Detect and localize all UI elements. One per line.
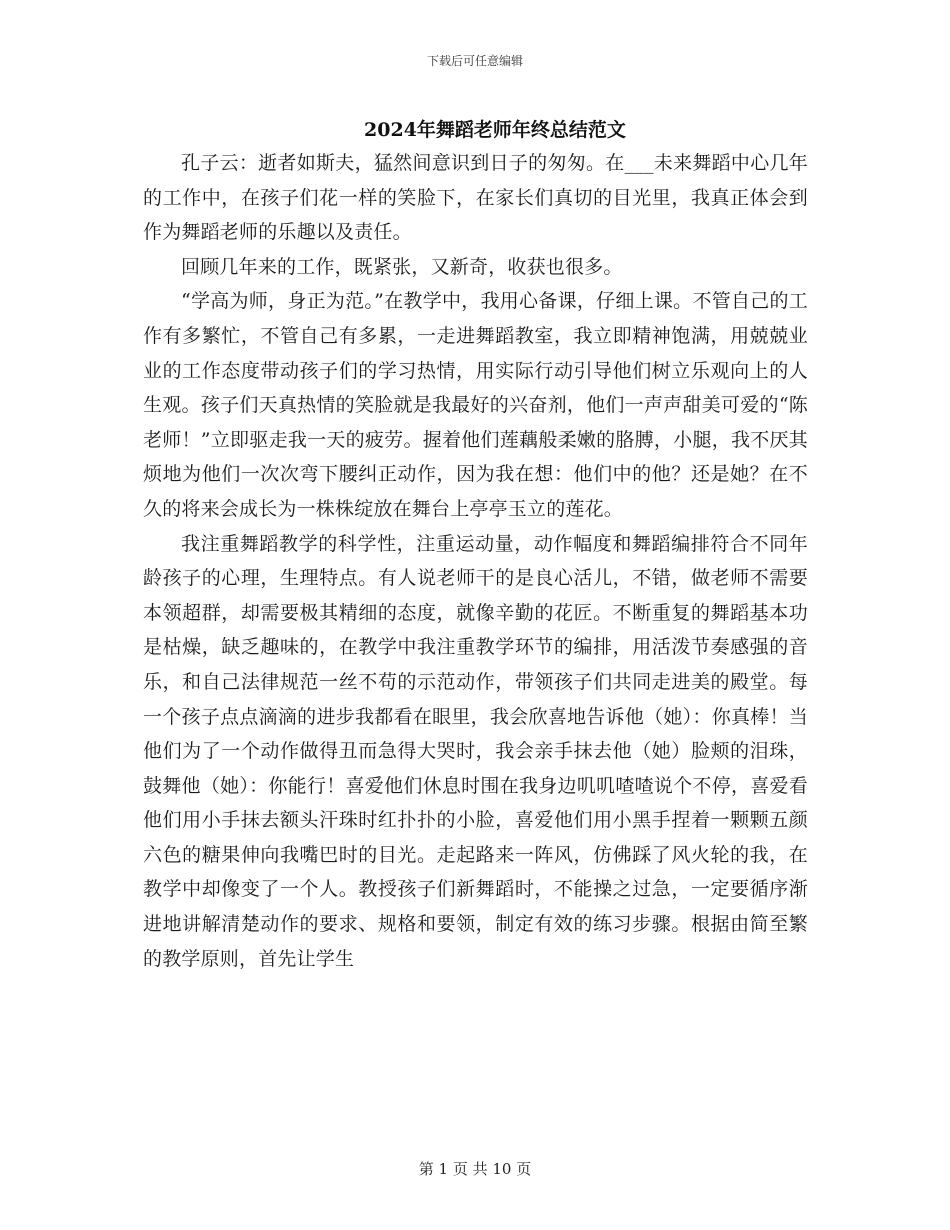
paragraph: “学高为师，身正为范。”在教学中，我用心备课，仔细上课。不管自己的工作有多繁忙，不管自己有多累，一走进舞蹈教室，我立即精神饱满，用兢兢业业的工作态度带动孩子们的学习热情，用实际行动引导他们树立乐观向上的人生观。孩子们天真热情的笑脸就是我最好的兴奋剂，他们一声声甜美可爱的“陈老师！”立即驱走我一天的疲劳。握着他们莲藕般柔嫩的胳膊，小腿，我不厌其烦地为他们一次次弯下腰纠正动作，因为我在想：他们中的他？还是她？在不久的将来会成长为一株株绽放在舞台上亭亭玉立的莲花。	[143, 290, 808, 520]
paragraph: 回顾几年来的工作，既紧张，又新奇，收获也很多。	[181, 255, 623, 278]
paragraph: 孔子云：逝者如斯夫，猛然间意识到日子的匆匆。在___未来舞蹈中心几年的工作中，在孩子们花一样的笑脸下，在家长们真切的目光里，我真正体会到作为舞蹈老师的乐趣以及责任。	[143, 152, 808, 244]
page-footer	[0, 1158, 950, 1179]
paragraph: 我注重舞蹈教学的科学性，注重运动量，动作幅度和舞蹈编排符合不同年龄孩子的心理，生理特点。有人说老师干的是良心活儿，不错，做老师不需要本领超群，却需要极其精细的态度，就像辛勤的花匠。不断重复的舞蹈基本功是枯燥，缺乏趣味的，在教学中我注重教学环节的编排，用活泼节奏感强的音乐，和自己法律规范一丝不苟的示范动作，带领孩子们共同走进美的殿堂。每一个孩子点点滴滴的进步我都看在眼里，我会欣喜地告诉他（她）：你真棒！当他们为了一个动作做得丑而急得大哭时，我会亲手抹去他（她）脸颊的泪珠，鼓舞他（她）：你能行！喜爱他们休息时围在我身边叽叽喳喳说个不停，喜爱看他们用小手抹去额头汗珠时红扑扑的小脸，喜爱他们用小黑手捏着一颗颗五颜六色的糖果伸向我嘴巴时的目光。走起路来一阵风，仿佛踩了风火轮的我，在教学中却像变了一个人。教授孩子们新舞蹈时，不能操之过急，一定要循序渐进地讲解清楚动作的要求、规格和要领，制定有效的练习步骤。根据由简至繁的教学原则，首先让学生	[143, 532, 808, 970]
document-title: 2024年舞蹈老师年终总结范文	[364, 119, 626, 141]
page-number: 第 1 页 共 10 页	[418, 1160, 532, 1178]
header-note: 下载后可任意编辑	[426, 54, 523, 68]
document-body	[143, 146, 808, 976]
page-header	[0, 52, 950, 69]
